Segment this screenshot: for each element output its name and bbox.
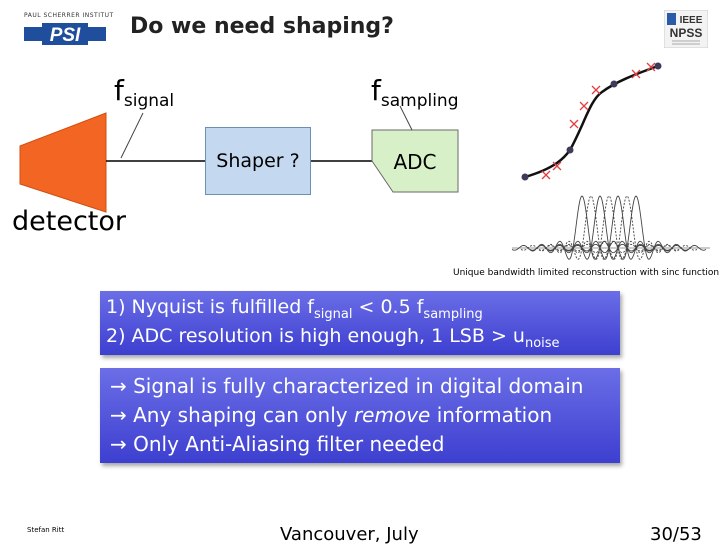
- detector-shape: [20, 113, 106, 212]
- f-signal-pointer: [121, 113, 143, 158]
- shaper-label: Shaper ?: [216, 150, 300, 172]
- footer-venue: Vancouver, July: [280, 524, 419, 545]
- condition-nyquist: 1) Nyquist is fulfilled $f_{signal} < 0.5$ $f_{sampling}$: [106, 296, 483, 322]
- ieee-logo-line1: IEEE: [679, 15, 703, 26]
- shaper-block: [205, 127, 311, 195]
- footer-author: Stefan Ritt: [27, 526, 65, 534]
- detector-label: detector: [12, 206, 126, 237]
- conditions-box: [100, 291, 620, 355]
- sampled-waveform: [522, 63, 662, 181]
- conclusion-digital-domain: → Signal is fully characterized in digital domain: [110, 374, 584, 398]
- sinc-reconstruction-plot: [512, 196, 710, 259]
- f-signal-label: $f_{signal}$: [114, 74, 175, 111]
- sinc-caption: Unique bandwidth limited reconstruction with sinc function: [453, 268, 720, 278]
- ieee-logo-line2: NPSS: [669, 26, 703, 40]
- condition-adc-resolution: 2) ADC resolution is high enough, 1 LSB > $u_{noise}$: [106, 325, 560, 351]
- adc-label: ADC: [393, 150, 437, 174]
- footer-page-number: 30/53: [650, 524, 702, 545]
- conclusion-shaping-removes: → Any shaping can only remove information: [110, 403, 553, 427]
- conclusion-anti-aliasing: → Only Anti-Aliasing filter needed: [110, 432, 445, 456]
- psi-logo-top-text: PAUL SCHERRER INSTITUT: [24, 12, 114, 19]
- conclusions-box: [100, 368, 620, 463]
- f-sampling-label: $f_{sampling}$: [371, 74, 459, 111]
- psi-logo-text: PSI: [49, 25, 81, 45]
- page-title: Do we need shaping?: [130, 14, 394, 39]
